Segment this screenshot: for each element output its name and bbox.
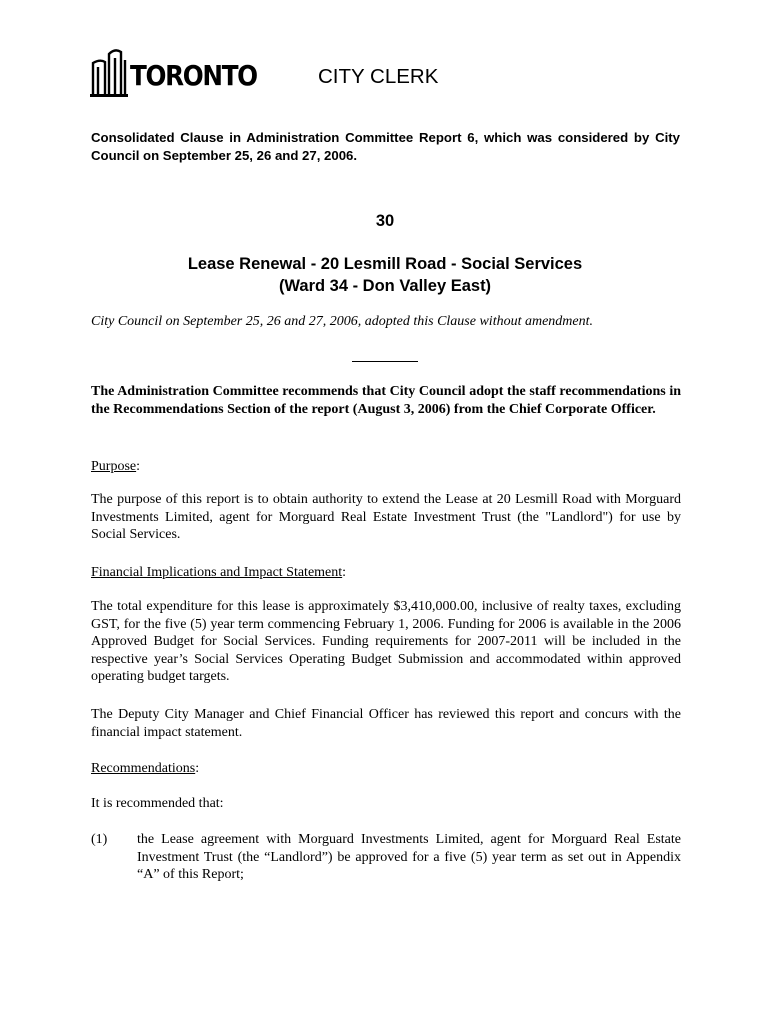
purpose-heading-label: Purpose <box>91 459 137 474</box>
recommendations-lead: It is recommended that: <box>91 796 224 811</box>
intro-text: Consolidated Clause in Administration Committee Report 6, which was considered by City Council on September 25, 26 and 27, 2006. <box>91 130 680 163</box>
city-hall-icon <box>90 46 130 98</box>
financial-heading <box>91 564 346 582</box>
recommendations-heading-colon: : <box>195 761 200 776</box>
purpose-heading-colon: : <box>136 459 141 474</box>
financial-text: The total expenditure for this lease is approximately $3,410,000.00, inclusive of realty taxes, excluding GST, for the five (5) year term commencing February 1, 2006. Funding for 2006 is available in the 2006 Approved Budget for Social Services. Funding requirements for 2007-2011 will be included in the respective year’s Social Services Operating Budget Submission and accommodated within approved operating budget targets. <box>91 599 681 685</box>
financial-review-text: The Deputy City Manager and Chief Financial Officer has reviewed this report and concurs with the financial impact statement. <box>91 707 681 740</box>
purpose-text: The purpose of this report is to obtain authority to extend the Lease at 20 Lesmill Road with Morguard Investments Limited, agent for Morguard Real Estate Investment Trust (the "Landlord") for use by Social Services. <box>91 492 681 543</box>
department-name: CITY CLERK <box>318 65 439 88</box>
clause-number: 30 <box>375 212 395 230</box>
clause-title <box>0 253 770 297</box>
financial-heading-colon: : <box>342 565 347 580</box>
purpose-heading <box>91 458 140 476</box>
recommendation-text: the Lease agreement with Morguard Investments Limited, agent for Morguard Real Estate Investment Trust (the “Landlord”) be approved for a five (5) year term as set out in Appendix “A” of this Report; <box>137 832 681 883</box>
toronto-logo <box>90 46 257 98</box>
clause-title-line-2: (Ward 34 - Don Valley East) <box>278 277 492 295</box>
council-decision: City Council on September 25, 26 and 27, 2006, adopted this Clause without amendment. <box>91 314 594 329</box>
logo-wordmark: TORONTO <box>130 59 257 92</box>
clause-title-line-1: Lease Renewal - 20 Lesmill Road - Social Services <box>187 255 583 273</box>
recommendations-heading <box>91 760 199 778</box>
section-divider <box>352 361 418 362</box>
recommendations-heading-label: Recommendations <box>91 761 196 776</box>
financial-heading-label: Financial Implications and Impact Statement <box>91 565 343 580</box>
committee-recommendation: The Administration Committee recommends that City Council adopt the staff recommendations in the Recommendations Section of the report (August 3, 2006) from the Chief Corporate Officer. <box>91 384 681 417</box>
recommendation-number: (1) <box>91 832 108 847</box>
